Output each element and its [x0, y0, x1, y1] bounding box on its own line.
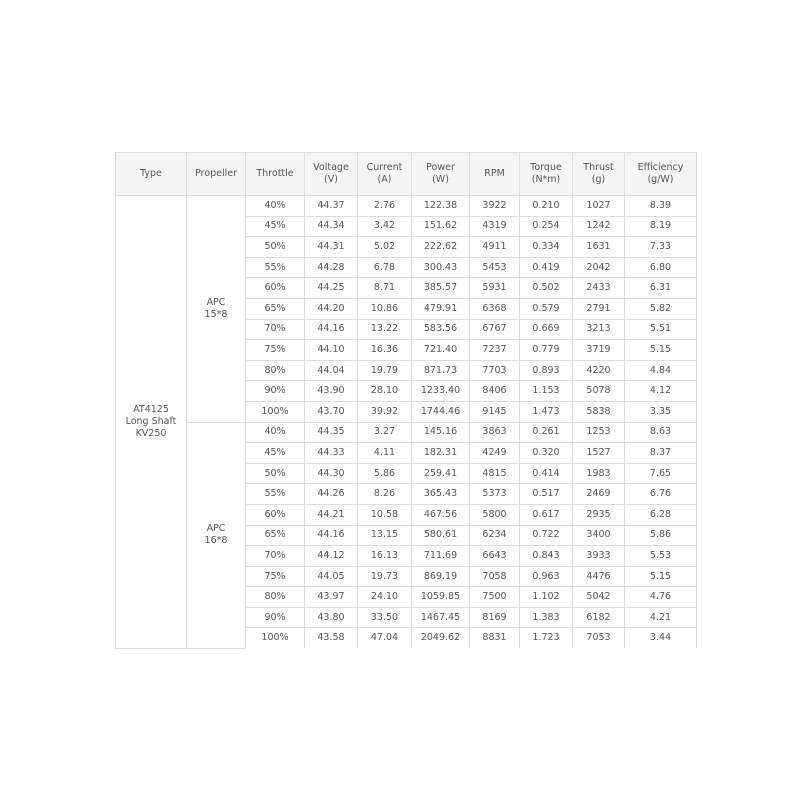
- column-header-unit: (g): [591, 174, 606, 185]
- table-cell: 479.91: [412, 298, 470, 319]
- table-cell: 1027: [573, 196, 625, 217]
- table-cell: 583.56: [412, 319, 470, 340]
- table-cell: 7058: [470, 566, 520, 587]
- table-cell: 2935: [573, 504, 625, 525]
- table-cell: 6.31: [625, 278, 697, 299]
- table-cell: 80%: [246, 587, 305, 608]
- motor-spec-table: [115, 152, 697, 649]
- table-cell: 5.82: [625, 298, 697, 319]
- table-cell: 1059.85: [412, 587, 470, 608]
- table-cell: 28.10: [358, 381, 412, 402]
- table-cell: 0.261: [520, 422, 573, 443]
- table-cell: 43.80: [305, 607, 358, 628]
- table-cell: 13.15: [358, 525, 412, 546]
- table-cell: 7.33: [625, 237, 697, 258]
- table-cell: 222.62: [412, 237, 470, 258]
- table-cell: 60%: [246, 504, 305, 525]
- table-cell: 90%: [246, 607, 305, 628]
- column-header-unit: (g/W): [647, 174, 674, 185]
- table-cell: 8.71: [358, 278, 412, 299]
- table-cell: 871.73: [412, 360, 470, 381]
- table-cell: 6182: [573, 607, 625, 628]
- propeller-cell: [187, 422, 246, 648]
- table-cell: 3863: [470, 422, 520, 443]
- table-cell: 43.90: [305, 381, 358, 402]
- table-cell: 44.04: [305, 360, 358, 381]
- table-cell: 50%: [246, 237, 305, 258]
- table-cell: 7237: [470, 340, 520, 361]
- column-header-unit: (N*m): [531, 174, 561, 185]
- table-cell: 44.20: [305, 298, 358, 319]
- column-header: [470, 153, 520, 196]
- table-cell: 24.10: [358, 587, 412, 608]
- table-cell: 5800: [470, 504, 520, 525]
- motor-type-line: AT4125: [133, 403, 169, 415]
- table-cell: 2042: [573, 257, 625, 278]
- table-cell: 5.86: [358, 463, 412, 484]
- table-cell: 6.76: [625, 484, 697, 505]
- table-cell: 75%: [246, 566, 305, 587]
- table-cell: 0.963: [520, 566, 573, 587]
- column-header: [116, 153, 187, 196]
- table-cell: 4220: [573, 360, 625, 381]
- table-cell: 75%: [246, 340, 305, 361]
- table-cell: 0.254: [520, 216, 573, 237]
- table-cell: 5.15: [625, 340, 697, 361]
- table-cell: 60%: [246, 278, 305, 299]
- table-cell: 5453: [470, 257, 520, 278]
- table-cell: 5078: [573, 381, 625, 402]
- table-cell: 43.70: [305, 401, 358, 422]
- table-cell: 151.62: [412, 216, 470, 237]
- table-cell: 6.78: [358, 257, 412, 278]
- table-cell: 6643: [470, 546, 520, 567]
- table-cell: 4911: [470, 237, 520, 258]
- table-cell: 65%: [246, 298, 305, 319]
- table-cell: 50%: [246, 463, 305, 484]
- table-cell: 3719: [573, 340, 625, 361]
- table-cell: 1744.46: [412, 401, 470, 422]
- table-cell: 8.26: [358, 484, 412, 505]
- table-cell: 5.02: [358, 237, 412, 258]
- table-header: [116, 153, 697, 196]
- table-cell: 3213: [573, 319, 625, 340]
- table-cell: 8.37: [625, 443, 697, 464]
- table-cell: 44.34: [305, 216, 358, 237]
- column-header: [520, 153, 573, 196]
- table-cell: 7053: [573, 628, 625, 648]
- table-cell: 8169: [470, 607, 520, 628]
- table-cell: 259.41: [412, 463, 470, 484]
- table-cell: 10.86: [358, 298, 412, 319]
- table-cell: 1.723: [520, 628, 573, 648]
- table-cell: 3.27: [358, 422, 412, 443]
- table-cell: 145.16: [412, 422, 470, 443]
- column-header-label: Voltage: [313, 162, 349, 174]
- table-cell: 182.31: [412, 443, 470, 464]
- table-cell: 44.16: [305, 525, 358, 546]
- table-cell: 3.44: [625, 628, 697, 648]
- table-cell: 5931: [470, 278, 520, 299]
- table-cell: 39.92: [358, 401, 412, 422]
- table-cell: 1242: [573, 216, 625, 237]
- propeller-line: APC: [206, 523, 226, 535]
- table-cell: 44.35: [305, 422, 358, 443]
- table-cell: 0.320: [520, 443, 573, 464]
- table-cell: 4.11: [358, 443, 412, 464]
- table-cell: 4319: [470, 216, 520, 237]
- table-cell: 44.30: [305, 463, 358, 484]
- table-cell: 8.39: [625, 196, 697, 217]
- column-header-unit: (A): [377, 174, 392, 185]
- table-cell: 33.50: [358, 607, 412, 628]
- column-header-label: Efficiency: [637, 162, 684, 174]
- table-cell: 45%: [246, 443, 305, 464]
- table-cell: 5.51: [625, 319, 697, 340]
- column-header: [187, 153, 246, 196]
- column-header-label: Power: [426, 162, 455, 174]
- table-cell: 0.617: [520, 504, 573, 525]
- table-cell: 580.61: [412, 525, 470, 546]
- table-cell: 1631: [573, 237, 625, 258]
- table-cell: 13.22: [358, 319, 412, 340]
- table-cell: 1.383: [520, 607, 573, 628]
- column-header: [412, 153, 470, 196]
- table-cell: 0.779: [520, 340, 573, 361]
- table-cell: 47.04: [358, 628, 412, 648]
- table-cell: 0.843: [520, 546, 573, 567]
- column-header-label: Current: [366, 162, 403, 174]
- table-cell: 2.76: [358, 196, 412, 217]
- table-cell: 9145: [470, 401, 520, 422]
- table-cell: 2469: [573, 484, 625, 505]
- table-cell: 6.28: [625, 504, 697, 525]
- table-cell: 0.414: [520, 463, 573, 484]
- table-cell: 16.36: [358, 340, 412, 361]
- table-cell: 44.31: [305, 237, 358, 258]
- table-cell: 122.38: [412, 196, 470, 217]
- motor-type-line: KV250: [135, 427, 167, 439]
- column-header: [358, 153, 412, 196]
- table-cell: 44.33: [305, 443, 358, 464]
- table-cell: 44.10: [305, 340, 358, 361]
- table-cell: 2791: [573, 298, 625, 319]
- table-cell: 8.19: [625, 216, 697, 237]
- table-cell: 80%: [246, 360, 305, 381]
- table-cell: 4.76: [625, 587, 697, 608]
- table-cell: 8406: [470, 381, 520, 402]
- table-cell: 40%: [246, 422, 305, 443]
- propeller-line: 15*8: [204, 308, 228, 320]
- header-row: [116, 153, 697, 196]
- table-cell: 467.56: [412, 504, 470, 525]
- table-cell: 70%: [246, 546, 305, 567]
- column-header: [246, 153, 305, 196]
- table-cell: 1233.40: [412, 381, 470, 402]
- table-cell: 44.26: [305, 484, 358, 505]
- propeller-line: APC: [206, 296, 226, 308]
- table-cell: 7703: [470, 360, 520, 381]
- table-cell: 869.19: [412, 566, 470, 587]
- motor-type-line: Long Shaft: [125, 415, 177, 427]
- table-cell: 3.35: [625, 401, 697, 422]
- table-cell: 3400: [573, 525, 625, 546]
- table-cell: 711.69: [412, 546, 470, 567]
- table-cell: 1527: [573, 443, 625, 464]
- table-cell: 4815: [470, 463, 520, 484]
- table-cell: 1253: [573, 422, 625, 443]
- table-cell: 19.79: [358, 360, 412, 381]
- table-cell: 5.53: [625, 546, 697, 567]
- column-header-label: Torque: [530, 162, 562, 174]
- table-cell: 2049.62: [412, 628, 470, 648]
- table-cell: 0.210: [520, 196, 573, 217]
- table-cell: 4249: [470, 443, 520, 464]
- table-cell: 0.502: [520, 278, 573, 299]
- table-cell: 55%: [246, 484, 305, 505]
- table-cell: 5.15: [625, 566, 697, 587]
- table-cell: 3922: [470, 196, 520, 217]
- table-cell: 4476: [573, 566, 625, 587]
- table-cell: 1983: [573, 463, 625, 484]
- table-cell: 65%: [246, 525, 305, 546]
- column-header-label: Type: [140, 168, 162, 180]
- table-cell: 44.25: [305, 278, 358, 299]
- table-cell: 1.153: [520, 381, 573, 402]
- table-cell: 16.13: [358, 546, 412, 567]
- table-cell: 44.21: [305, 504, 358, 525]
- table-cell: 6.80: [625, 257, 697, 278]
- table-cell: 100%: [246, 401, 305, 422]
- table-cell: 365.43: [412, 484, 470, 505]
- propeller-cell: [187, 196, 246, 423]
- column-header: [573, 153, 625, 196]
- table-cell: 44.28: [305, 257, 358, 278]
- table-cell: 8831: [470, 628, 520, 648]
- column-header-label: Throttle: [256, 168, 294, 180]
- table-cell: 2433: [573, 278, 625, 299]
- column-header: [625, 153, 697, 196]
- table-cell: 44.05: [305, 566, 358, 587]
- table-cell: 0.893: [520, 360, 573, 381]
- table-row: [116, 422, 697, 443]
- propeller-line: 16*8: [204, 535, 228, 547]
- table-cell: 7500: [470, 587, 520, 608]
- table-cell: 10.58: [358, 504, 412, 525]
- column-header-label: RPM: [484, 168, 505, 180]
- table-cell: 0.419: [520, 257, 573, 278]
- table-cell: 44.37: [305, 196, 358, 217]
- table-cell: 0.517: [520, 484, 573, 505]
- table-cell: 4.21: [625, 607, 697, 628]
- table-cell: 0.579: [520, 298, 573, 319]
- table-cell: 0.669: [520, 319, 573, 340]
- table-cell: 45%: [246, 216, 305, 237]
- table-cell: 3.42: [358, 216, 412, 237]
- table-cell: 5838: [573, 401, 625, 422]
- table-cell: 721.40: [412, 340, 470, 361]
- table-cell: 8.63: [625, 422, 697, 443]
- table-cell: 43.97: [305, 587, 358, 608]
- table-cell: 40%: [246, 196, 305, 217]
- table-cell: 4.12: [625, 381, 697, 402]
- motor-type-cell: [116, 196, 187, 649]
- column-header-label: Thrust: [583, 162, 614, 174]
- table-cell: 1467.45: [412, 607, 470, 628]
- table-cell: 300.43: [412, 257, 470, 278]
- table-body: [116, 196, 697, 649]
- table-cell: 6234: [470, 525, 520, 546]
- table-cell: 4.84: [625, 360, 697, 381]
- column-header-label: Propeller: [195, 168, 237, 180]
- table-cell: 70%: [246, 319, 305, 340]
- table-cell: 1.473: [520, 401, 573, 422]
- table-cell: 6767: [470, 319, 520, 340]
- table-cell: 0.334: [520, 237, 573, 258]
- column-header: [305, 153, 358, 196]
- table-cell: 5042: [573, 587, 625, 608]
- table-cell: 0.722: [520, 525, 573, 546]
- table-cell: 100%: [246, 628, 305, 648]
- column-header-unit: (V): [324, 174, 338, 185]
- table-cell: 385.57: [412, 278, 470, 299]
- table-cell: 43.58: [305, 628, 358, 648]
- table-cell: 1.102: [520, 587, 573, 608]
- table-cell: 19.73: [358, 566, 412, 587]
- table-cell: 7.65: [625, 463, 697, 484]
- table-row: [116, 196, 697, 217]
- table-cell: 44.12: [305, 546, 358, 567]
- table-cell: 55%: [246, 257, 305, 278]
- table-cell: 5373: [470, 484, 520, 505]
- table-cell: 5.86: [625, 525, 697, 546]
- table-cell: 90%: [246, 381, 305, 402]
- table-cell: 6368: [470, 298, 520, 319]
- table-cell: 3933: [573, 546, 625, 567]
- table-cell: 44.16: [305, 319, 358, 340]
- column-header-unit: (W): [432, 174, 449, 185]
